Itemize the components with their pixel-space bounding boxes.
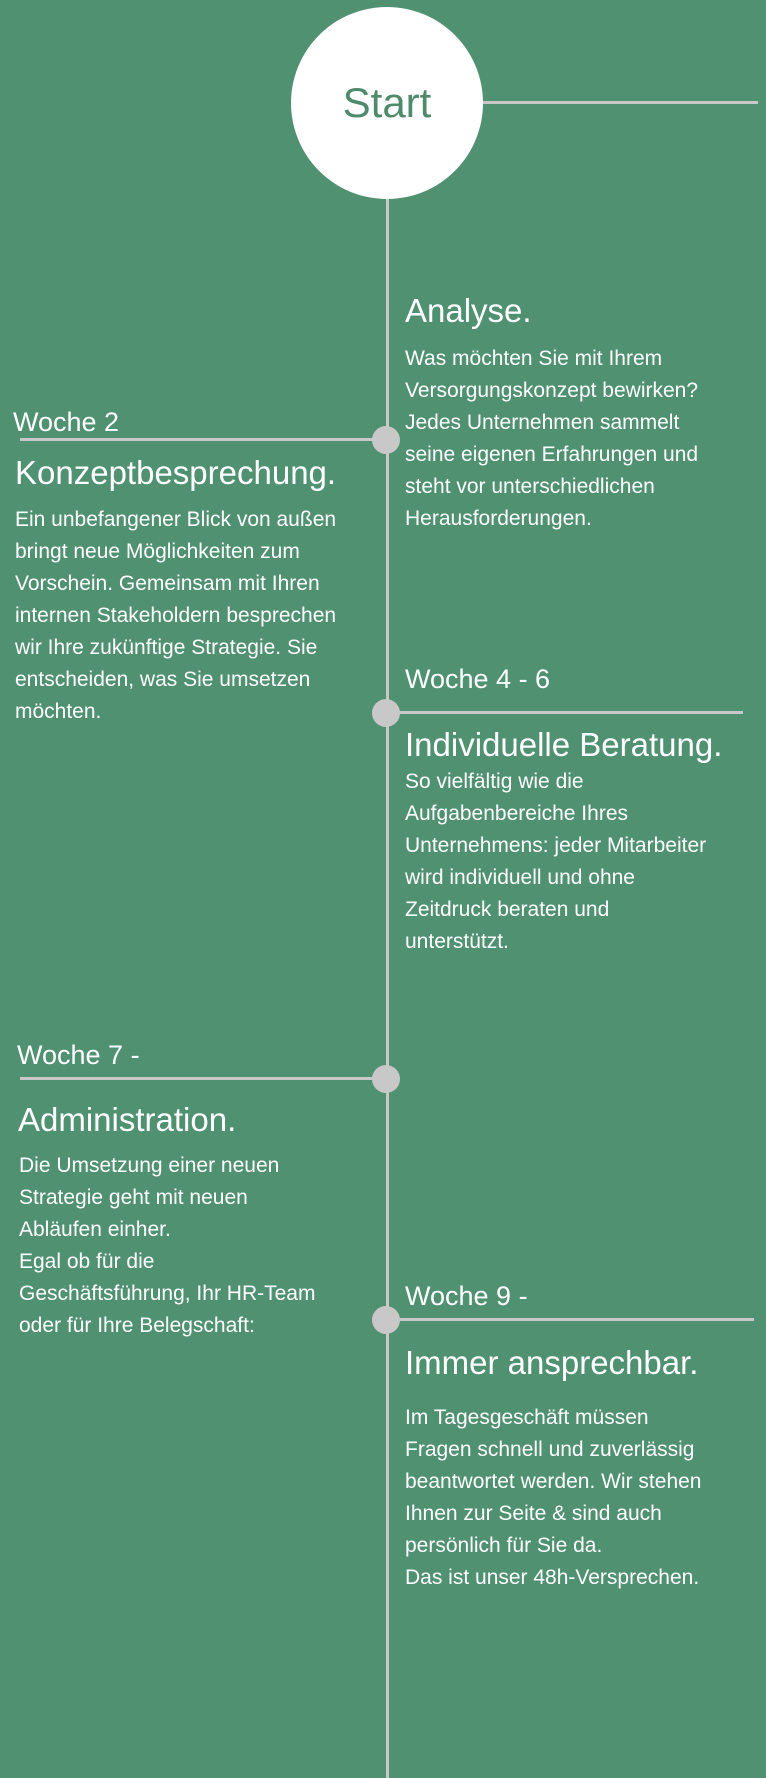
timeline-line [386, 180, 389, 1778]
step-text-beratung: So vielfältig wie die Aufgabenbereiche Ihres Unternehmens: jeder Mitarbeiter wird individuell und ohne Zeitdruck beraten und unterstützt. [405, 770, 707, 953]
timeline-dot-konzept [372, 426, 400, 454]
step-connector-ansprechbar [386, 1318, 754, 1321]
step-title-beratung: Individuelle Beratung. [405, 726, 723, 763]
step-connector-administration [20, 1077, 388, 1080]
start-label: Start [342, 79, 432, 126]
step-connector-konzept [20, 438, 388, 441]
start-circle [291, 7, 483, 199]
step-title-ansprechbar: Immer ansprechbar. [405, 1344, 699, 1381]
step-week-konzept: Woche 2 [13, 407, 120, 437]
step-connector-beratung [386, 711, 743, 714]
step-title-analyse: Analyse. [405, 292, 532, 329]
step-week-beratung: Woche 4 - 6 [405, 664, 551, 694]
timeline-dot-administration [372, 1065, 400, 1093]
start-connector [480, 101, 758, 104]
step-text-ansprechbar: Im Tagesgeschäft müssen Fragen schnell und zuverlässig beantwortet werden. Wir stehen Ihnen zur Seite & sind auch persönlich für Sie da. Das ist unser 48h-Versprechen. [405, 1406, 702, 1589]
step-title-administration: Administration. [18, 1101, 237, 1138]
step-week-administration: Woche 7 - [17, 1040, 140, 1070]
step-title-konzept: Konzeptbesprechung. [15, 454, 337, 491]
step-week-ansprechbar: Woche 9 - [405, 1281, 528, 1311]
step-text-konzept: Ein unbefangener Blick von außen bringt neue Möglichkeiten zum Vorschein. Gemeinsam mit Ihren internen Stakeholdern besprechen wir Ihre zukünftige Strategie. Sie entscheiden, was Sie umsetzen möchten. [15, 508, 337, 723]
timeline-dot-ansprechbar [372, 1306, 400, 1334]
timeline-dot-beratung [372, 699, 400, 727]
step-text-analyse: Was möchten Sie mit Ihrem Versorgungskonzept bewirken? Jedes Unternehmen sammelt seine eigenen Erfahrungen und steht vor unterschiedlichen Herausforderungen. [405, 347, 699, 530]
step-text-administration: Die Umsetzung einer neuen Strategie geht mit neuen Abläufen einher. Egal ob für die Geschäftsführung, Ihr HR-Team oder für Ihre Belegschaft: [19, 1154, 316, 1337]
